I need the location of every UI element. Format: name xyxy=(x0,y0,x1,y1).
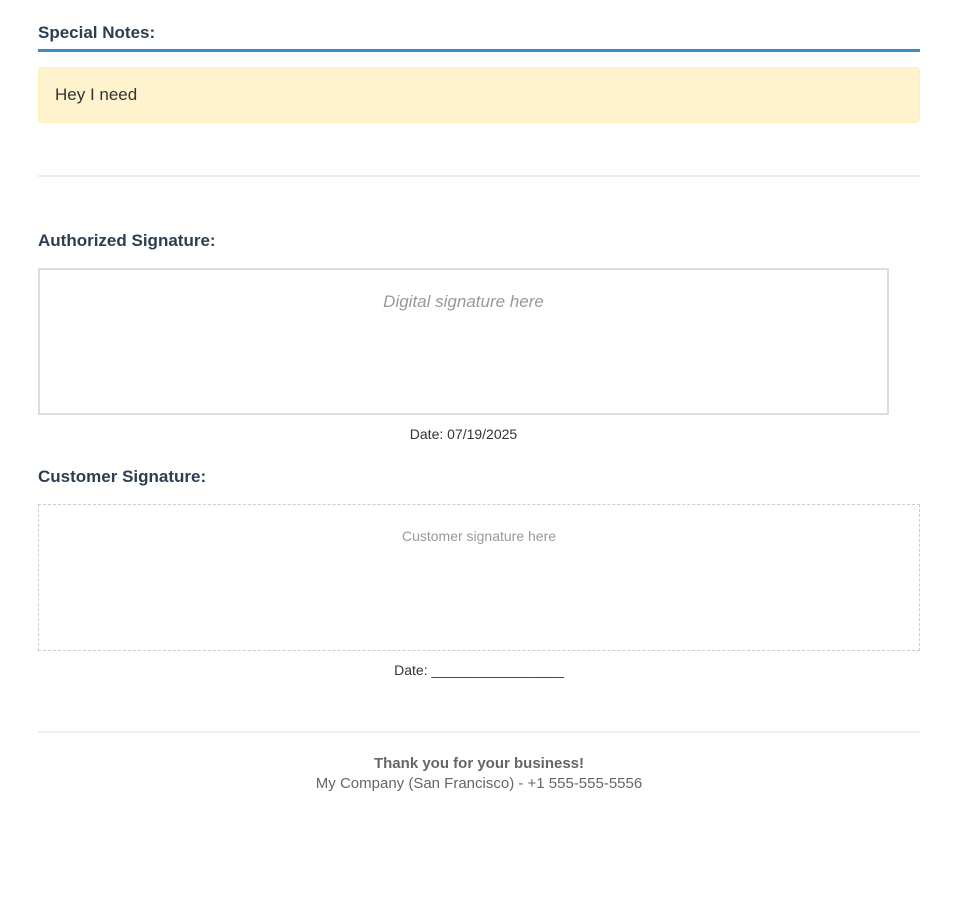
special-notes-box xyxy=(38,67,920,123)
footer-divider xyxy=(38,731,920,733)
special-notes-text: Hey I need xyxy=(55,85,138,104)
customer-signature-box[interactable] xyxy=(38,504,920,651)
customer-signature-title: Customer Signature: xyxy=(38,467,207,486)
footer xyxy=(38,755,920,795)
authorized-signature-box[interactable] xyxy=(38,268,889,415)
footer-thanks: Thank you for your business! xyxy=(373,755,585,772)
authorized-signature-placeholder: Digital signature here xyxy=(383,292,544,311)
section-divider xyxy=(38,175,920,177)
authorized-signature-date: Date: 07/19/2025 xyxy=(409,426,518,442)
special-notes-title: Special Notes: xyxy=(38,23,920,52)
authorized-signature-title: Authorized Signature: xyxy=(38,231,216,250)
customer-signature-date: Date: _________________ xyxy=(394,662,564,678)
customer-signature-placeholder: Customer signature here xyxy=(401,528,557,544)
footer-company-info: My Company (San Francisco) - +1 555-555-5556 xyxy=(315,775,643,792)
